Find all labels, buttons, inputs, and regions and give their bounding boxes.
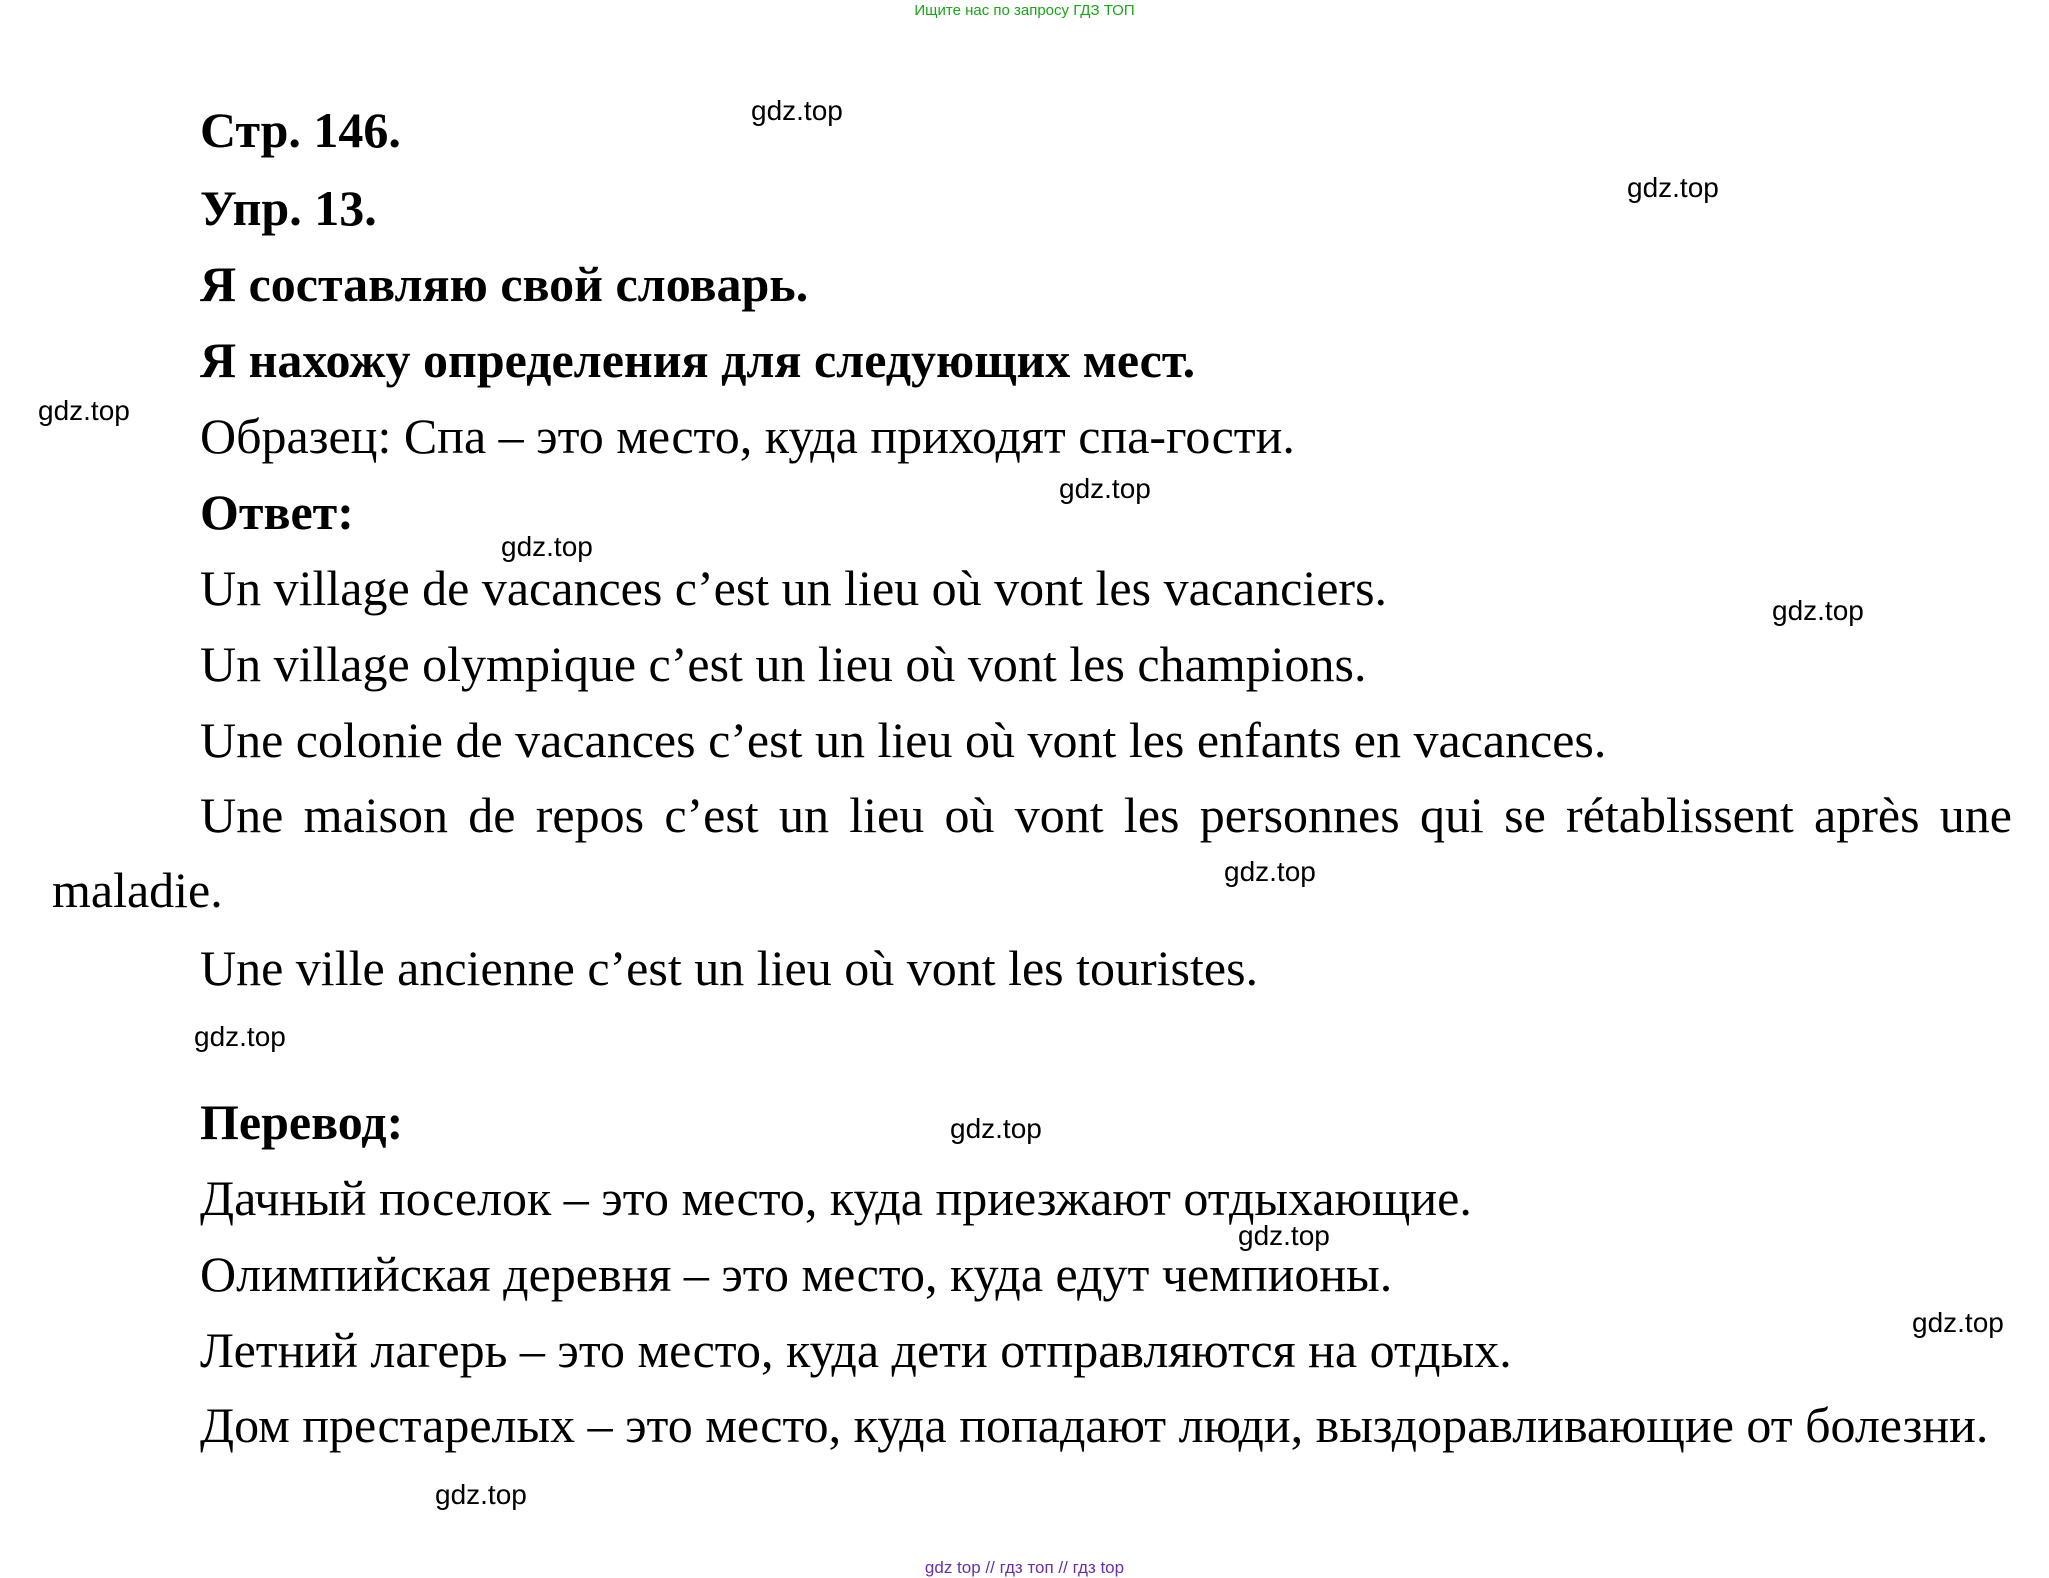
translation-line: Олимпийская деревня – это место, куда едут чемпионы. [200, 1246, 1393, 1302]
footer-links: gdz top // гдз топ // гдз top [924, 1558, 1125, 1577]
exercise-sample: Образец: Спа – это место, куда приходят спа-гости. [200, 408, 1295, 464]
answer-line: Un village de vacances c’est un lieu où vont les vacanciers. [200, 560, 1388, 616]
page-number: Стр. 146. [200, 102, 401, 158]
translation-line: Летний лагерь – это место, куда дети отправляются на отдых. [200, 1322, 1512, 1378]
translation-line: Дачный поселок – это место, куда приезжают отдыхающие. [200, 1170, 1472, 1226]
watermark: gdz.top [1627, 172, 1719, 203]
translation-paragraph: Дом престарелых – это место, куда попадают люди, выздоравливающие от болезни. [200, 1397, 1989, 1453]
answer-line: Une ville ancienne c’est un lieu où vont les touristes. [200, 940, 1259, 996]
answer-heading: Ответ: [200, 484, 354, 540]
watermark: gdz.top [950, 1113, 1042, 1144]
answer-line: Un village olympique c’est un lieu où vont les champions. [200, 636, 1367, 692]
top-banner: Ищите нас по запросу ГДЗ ТОП [914, 2, 1135, 19]
watermark: gdz.top [194, 1021, 286, 1052]
exercise-number: Упр. 13. [200, 180, 377, 236]
watermark: gdz.top [751, 95, 843, 126]
watermark: gdz.top [1912, 1307, 2004, 1338]
watermark: gdz.top [1059, 473, 1151, 504]
translation-heading: Перевод: [200, 1094, 404, 1150]
watermark: gdz.top [435, 1479, 527, 1510]
watermark: gdz.top [1238, 1220, 1330, 1251]
watermark: gdz.top [501, 531, 593, 562]
answer-paragraph: Une maison de repos c’est un lieu où vont les personnes qui se rétablissent après une maladie. [52, 787, 2012, 918]
answer-line: Une colonie de vacances c’est un lieu où vont les enfants en vacances. [200, 712, 1607, 768]
watermark: gdz.top [1772, 595, 1864, 626]
watermark: gdz.top [1224, 856, 1316, 887]
exercise-instruction: Я нахожу определения для следующих мест. [200, 332, 1196, 388]
watermark: gdz.top [38, 395, 130, 426]
exercise-title: Я составляю свой словарь. [200, 256, 809, 312]
